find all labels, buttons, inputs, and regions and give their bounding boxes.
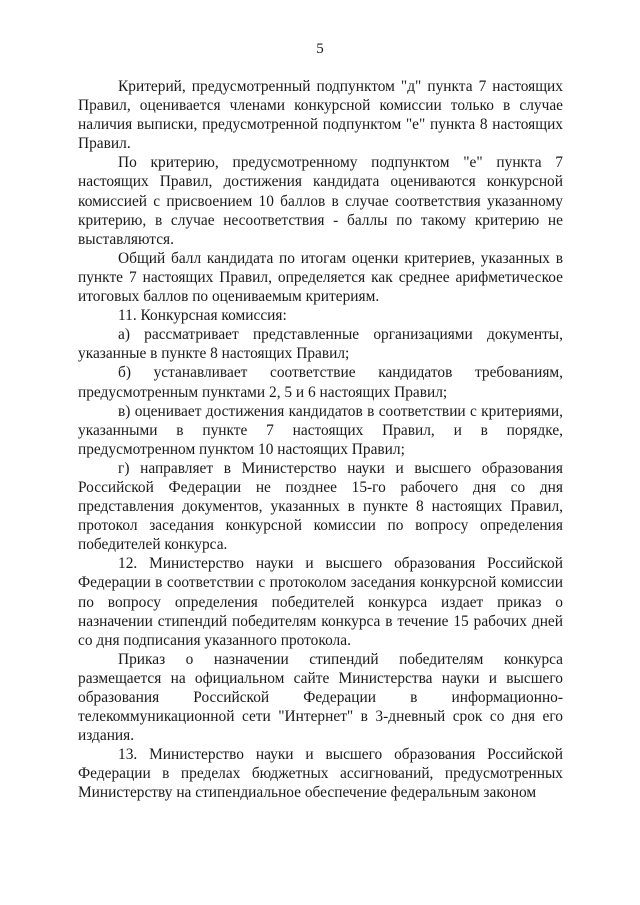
paragraph-item-11-heading: 11. Конкурсная комиссия: bbox=[118, 307, 287, 325]
paragraph-item-13: 13. Министерство науки и высшего образования Российской Федерации в пределах бюджетных ассигнований, предусмотренных Министерству на стипендиальное обеспечение федеральным законом bbox=[78, 746, 563, 802]
paragraph-item-12: 12. Министерство науки и высшего образования Российской Федерации в соответствии с протоколом заседания конкурсной комиссии по вопросу определения победителей конкурса издает приказ о назначении стипендий победителям конкурса в течение 15 рабочих дней со дня подписания указанного протокола. bbox=[78, 555, 563, 649]
paragraph-item-11-v: в) оценивает достижения кандидатов в соответствии с критериями, указанными в пункте 7 настоящих Правил, и в порядке, предусмотренном пунктом 10 настоящих Правил; bbox=[78, 402, 563, 458]
page-number: 5 bbox=[316, 41, 324, 57]
paragraph-criterion-e: По критерию, предусмотренному подпунктом "е" пункта 7 настоящих Правил, достижения кандидата оцениваются конкурсной комиссией с присвоением 10 баллов в случае соответствия указанному критерию, в случае несоответствия - баллы по такому критерию не выставляются. bbox=[78, 154, 563, 248]
paragraph-item-11-a: а) рассматривает представленные организациями документы, указанные в пункте 8 настоящих Правил; bbox=[78, 326, 563, 363]
document-body bbox=[78, 77, 563, 803]
paragraph-criterion-d: Критерий, предусмотренный подпунктом "д" пункта 7 настоящих Правил, оценивается членами конкурсной комиссии только в случае наличия выписки, предусмотренной подпунктом "е" пункта 8 настоящих Правил. bbox=[78, 78, 563, 153]
paragraph-item-11-b: б) устанавливает соответствие кандидатов требованиям, предусмотренным пунктами 2, 5 и 6 настоящих Правил; bbox=[78, 364, 563, 401]
paragraph-order-publication: Приказ о назначении стипендий победителям конкурса размещается на официальном сайте Министерства науки и высшего образования Российской Федерации в информационно-телекоммуникационной сети "Интернет" в 3-дневный срок со дня его издания. bbox=[78, 650, 563, 745]
paragraph-item-11-g: г) направляет в Министерство науки и высшего образования Российской Федерации не позднее 15-го рабочего дня со дня представления документов, указанных в пункте 8 настоящих Правил, протокол заседания конкурсной комиссии по вопросу определения победителей конкурса. bbox=[78, 459, 563, 554]
paragraph-total-score: Общий балл кандидата по итогам оценки критериев, указанных в пункте 7 настоящих Правил, определяется как среднее арифметическое итоговых баллов по оцениваемым критериям. bbox=[78, 249, 563, 306]
